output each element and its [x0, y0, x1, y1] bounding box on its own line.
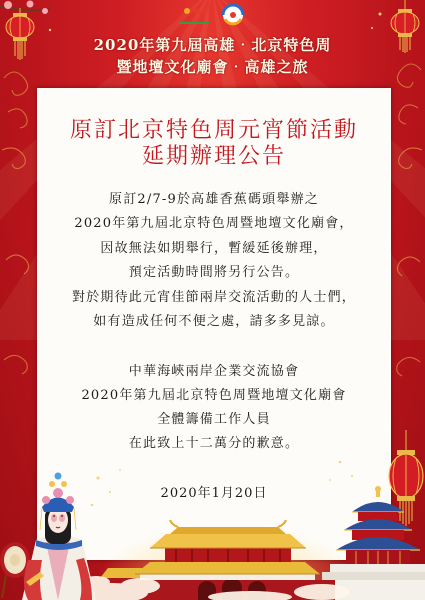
drum-icon	[0, 542, 30, 598]
event-logo	[179, 6, 209, 24]
fan-icon	[26, 572, 44, 586]
notice-title-line-2: 延期辦理公告	[141, 144, 286, 169]
notice-signature	[37, 360, 391, 456]
notice-date: 2020年1月20日	[160, 486, 268, 501]
sparkle-icon	[49, 13, 382, 32]
organizer-logo	[223, 5, 243, 25]
body-line: 如有造成任何不便之處，請多多見諒。	[93, 314, 335, 330]
notice-card	[37, 88, 391, 560]
body-line: 預定活動時間將另行公告。	[128, 265, 300, 281]
plum-blossom-branch	[0, 1, 50, 15]
notice-title	[37, 118, 391, 170]
signature-line: 全體籌備工作人員	[157, 412, 271, 427]
signature-line: 2020年第九屆北京特色周暨地壇文化廟會	[81, 388, 347, 403]
body-line: 因故無法如期舉行，暫緩延後辦理，	[100, 240, 328, 256]
cloud-pattern	[76, 576, 350, 600]
notice-title-line-1: 原訂北京特色周元宵節活動	[69, 118, 358, 143]
body-line: 2020年第九屆北京特色周暨地壇文化廟會，	[74, 216, 354, 232]
signature-line: 在此致上十二萬分的歉意。	[128, 436, 300, 451]
lantern-icon	[389, 430, 423, 526]
body-line: 對於期待此元宵佳節兩岸交流活動的人士們，	[71, 289, 356, 305]
event-title-line-2: 暨地壇文化廟會‧高雄之旅	[116, 58, 309, 76]
notice-body	[37, 188, 391, 334]
event-title-line-1: 2020年第九屆高雄‧北京特色周	[93, 36, 332, 54]
signature-line: 中華海峽兩岸企業交流協會	[128, 364, 300, 379]
body-line: 原訂2/7-9於高雄香蕉碼頭舉辦之	[109, 192, 319, 207]
event-header	[0, 34, 425, 78]
